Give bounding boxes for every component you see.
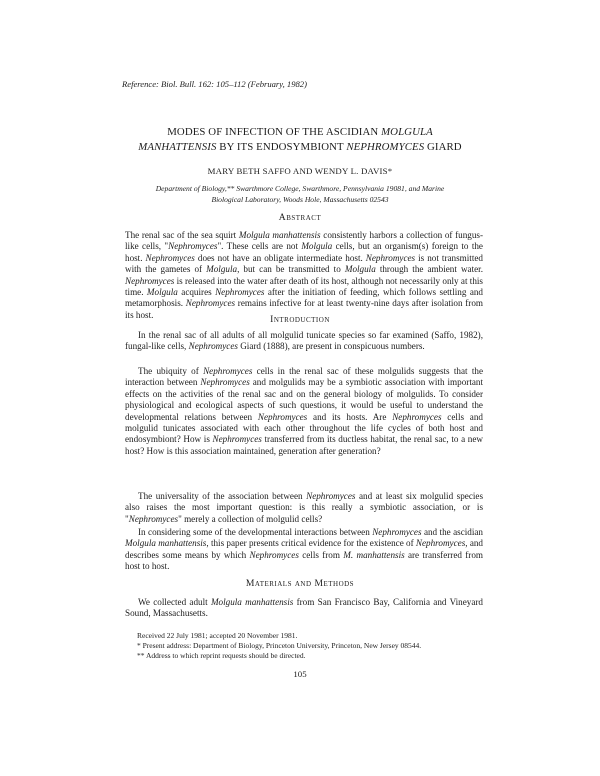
article-title-line-2: MANHATTENSIS BY ITS ENDOSYMBIONT NEPHROMYCES GIARD	[138, 141, 462, 153]
author-affiliation: Department of Biology,** Swarthmore College, Swarthmore, Pennsylvania 19081, and Marine Biological Laboratory, Woods Hole, Massachusetts 02543	[155, 184, 445, 204]
introduction-heading: Introduction	[270, 314, 330, 325]
article-title-line-1: MODES OF INFECTION OF THE ASCIDIAN MOLGULA	[167, 126, 433, 138]
intro-paragraph-4: In considering some of the developmental interactions between Nephromyces and the ascidian Molgula manhattensis, this paper presents critical evidence for the existence of Nephromyces, and describes some means by which Nephromyces cells from M. manhattensis are transferred from host to host.	[125, 527, 483, 572]
footnote-reprints: ** Address to which reprint requests should be directed.	[137, 651, 306, 660]
intro-paragraph-1: In the renal sac of all adults of all molgulid tunicate species so far examined (Saffo, 1982), fungal-like cells, Nephromyces Giard (1888), are present in conspicuous numbers.	[125, 330, 483, 352]
footnote-present-address: * Present address: Department of Biology, Princeton University, Princeton, New Jersey 08544.	[137, 641, 422, 650]
methods-heading: Materials and Methods	[245, 578, 355, 589]
footnotes	[137, 631, 507, 661]
citation-reference: Reference: Biol. Bull. 162: 105–112 (February, 1982)	[122, 79, 307, 89]
intro-paragraph-3: The universality of the association between Nephromyces and at least six molgulid species also raises the most important question: is this really a symbiotic association, or is "Nephromyces" merely a collection of molgulid cells?	[125, 491, 484, 524]
footnote-received: Received 22 July 1981; accepted 20 November 1981.	[137, 631, 298, 640]
methods-paragraph-1: We collected adult Molgula manhattensis from San Francisco Bay, California and Vineyard Sound, Massachusetts.	[125, 597, 483, 619]
abstract-paragraph: The renal sac of the sea squirt Molgula manhattensis consistently harbors a collection of fungus-like cells, "Nephromyces". These cells are not Molgula cells, but an organism(s) foreign to the host. Nephromyces does not have an obligate intermediate host. Nephromyces is not transmitted with the gametes of Molgula, but can be transmitted to Molgula through the ambient water. Nephromyces is released into the water after death of its host, although not necessarily only at this time. Molgula acquires Nephromyces after the initiation of feeding, which follows settling and metamorphosis. Nephromyces remains infective for at least twenty-nine days after isolation from its host.	[125, 230, 484, 320]
page-number: 105	[293, 669, 307, 679]
intro-paragraph-2: The ubiquity of Nephromyces cells in the renal sac of these molgulids suggests that the interaction between Nephromyces and molgulids may be a symbiotic association with important effects on the activities of the renal sac and on the general biology of molgulids. To consider physiological and ecological aspects of such questions, it would be useful to understand the developmental relations between Nephromyces and its hosts. Are Nephromyces cells and molgulid tunicates associated with each other throughout the life cycles of both host and endosymbiont? How is Nephromyces transferred from its ductless habitat, the renal sac, to a new host? How is this association maintained, generation after generation?	[125, 366, 484, 456]
abstract-heading: Abstract	[278, 212, 322, 223]
author-list: MARY BETH SAFFO AND WENDY L. DAVIS*	[207, 166, 393, 176]
